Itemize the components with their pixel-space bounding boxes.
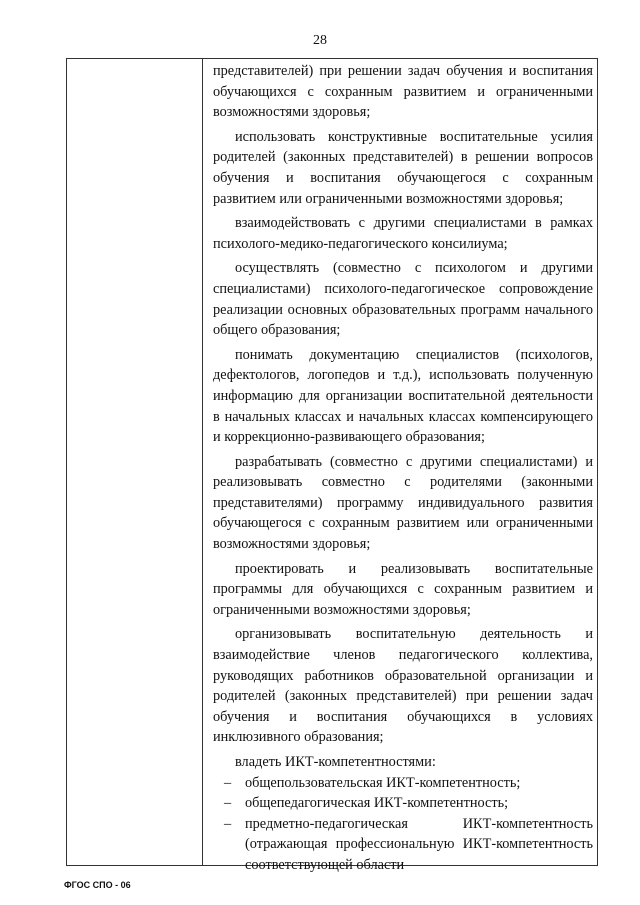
- table-right-column: [203, 59, 597, 873]
- list-dash: –: [224, 815, 232, 832]
- list-item-text: предметно-педагогическая ИКТ-компетентность (отражающая профессиональную ИКТ-компетентность соответствующей области: [245, 815, 593, 873]
- paragraph: осуществлять (совместно с психологом и другими специалистами) психолого-педагогическое сопровождение реализации основных образовательных программ начального общего образования;: [213, 260, 593, 339]
- list-dash: –: [224, 774, 232, 791]
- page-number: 28: [313, 33, 327, 48]
- paragraph: использовать конструктивные воспитательные усилия родителей (законных представителей) в решении вопросов обучения и воспитания обучающегося с сохранным развитием или ограниченными возможностями здоровья;: [213, 128, 593, 207]
- paragraph: владеть ИКТ-компетентностями:: [235, 754, 436, 770]
- list-item: [213, 793, 593, 814]
- paragraph: проектировать и реализовывать воспитательные программы для обучающихся с сохранным развитием и ограниченными возможностями здоровья;: [213, 560, 593, 618]
- paragraph: взаимодействовать с другими специалистами в рамках психолого-медико-педагогического консилиума;: [213, 215, 593, 252]
- document-table: [66, 58, 598, 873]
- list-item-text: общепользовательская ИКТ-компетентность;: [245, 774, 521, 791]
- list-item-text: общепедагогическая ИКТ-компетентность;: [245, 795, 509, 812]
- footer-label: ФГОС СПО - 06: [64, 880, 131, 890]
- paragraph-continuation: представителей) при решении задач обучения и воспитания обучающихся с сохранным развитием и ограниченными возможностями здоровья;: [213, 63, 593, 121]
- paragraph: разрабатывать (совместно с другими специалистами) и реализовывать совместно с родителями (законными представителями) программу индивидуального развития обучающегося с сохранным развитием или ограниченными возможностями здоровья;: [213, 453, 593, 553]
- table-left-column: [67, 59, 203, 865]
- paragraph: организовывать воспитательную деятельность и взаимодействие членов педагогического коллектива, руководящих работников образовательной организации и родителей (законных представителей) при решении задач обучения и воспитания обучающихся в условиях инклюзивного образования;: [213, 626, 593, 746]
- list-dash: –: [224, 795, 232, 812]
- list-item: [213, 773, 593, 794]
- paragraph: понимать документацию специалистов (психологов, дефектологов, логопедов и т.д.), использовать полученную информацию для организации воспитательной деятельности в начальных классах и начальных классах компенсирующего и коррекционно-развивающего образования;: [213, 346, 593, 446]
- ict-competence-list: [213, 773, 593, 876]
- list-item: [213, 814, 593, 876]
